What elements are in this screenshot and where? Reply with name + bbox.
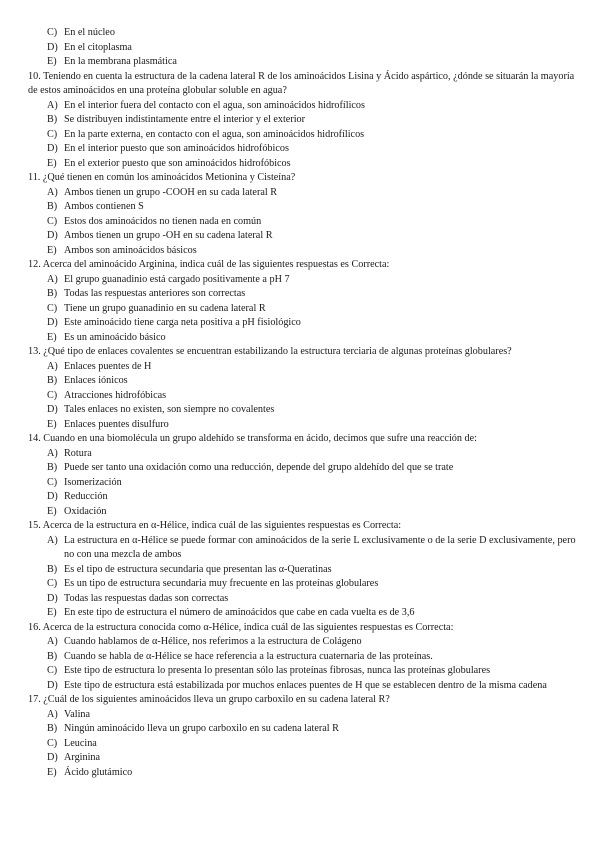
option-text: En el citoplasma (64, 41, 132, 53)
option-letter: B) (47, 650, 58, 662)
option-text: Ningún aminoácido lleva un grupo carboxilo en su cadena lateral R (64, 723, 339, 734)
option-text: Enlaces puentes disulfuro (64, 418, 169, 430)
answer-option (28, 592, 576, 607)
answer-option (28, 229, 576, 244)
question-block (28, 258, 576, 345)
answer-option (28, 505, 576, 520)
option-letter: A) (47, 447, 58, 459)
option-letter: C) (47, 476, 58, 488)
option-text: Cuando hablamos de α-Hélice, nos referimos a la estructura de Colágeno (64, 636, 362, 647)
question-list (28, 70, 576, 781)
option-text: Es un tipo de estructura secundaria muy frecuente en las proteínas globulares (64, 578, 379, 589)
answer-option (28, 200, 576, 215)
option-letter: C) (47, 215, 58, 227)
answer-option (28, 606, 576, 621)
option-text: Este tipo de estructura está estabilizada por muchos enlaces puentes de H que se establecen dentro de la misma cadena (64, 679, 547, 691)
option-text: El grupo guanadinio está cargado positivamente a pH 7 (64, 273, 290, 285)
option-letter: D) (47, 592, 58, 604)
option-text: Ambos tienen un grupo -COOH en su cada lateral R (64, 186, 278, 198)
option-text: Enlaces iónicos (64, 375, 128, 386)
answer-option (28, 635, 576, 650)
answer-option (28, 41, 576, 56)
option-letter: D) (47, 317, 58, 328)
question-block (28, 171, 576, 258)
option-text: En el núcleo (64, 27, 115, 38)
option-text: Atracciones hidrofóbicas (64, 389, 167, 401)
option-text: Ambos son aminoácidos básicos (64, 244, 197, 256)
option-text: Leucina (64, 737, 97, 749)
exam-page (28, 26, 576, 780)
answer-option (28, 447, 576, 462)
option-letter: D) (47, 752, 58, 763)
option-letter: C) (47, 665, 58, 676)
option-letter: B) (47, 563, 58, 575)
option-letter: A) (47, 636, 58, 647)
question-text: 14. Cuando en una biomolécula un grupo aldehído se transforma en ácido, decimos que sufre una reacción de: (28, 433, 477, 444)
option-text: Es un aminoácido básico (64, 331, 166, 343)
answer-option (28, 751, 576, 766)
option-text: Tales enlaces no existen, son siempre no covalentes (64, 404, 275, 415)
answer-option (28, 360, 576, 375)
option-letter: A) (47, 186, 58, 198)
answer-option (28, 766, 576, 781)
option-text: Todas las respuestas dadas son correctas (64, 592, 229, 604)
option-text: En el interior puesto que son aminoácidos hidrofóbicos (64, 143, 289, 154)
option-text: En el exterior puesto que son aminoácidos hidrofóbicos (64, 157, 291, 169)
option-letter: D) (47, 230, 58, 241)
option-text: En la membrana plasmática (64, 56, 177, 67)
option-letter: A) (47, 534, 58, 546)
option-text: En la parte externa, en contacto con el agua, son aminoácidos hidrofílicos (64, 128, 365, 140)
option-letter: A) (47, 99, 58, 111)
answer-option (28, 26, 576, 41)
option-text: Estos dos aminoácidos no tienen nada en común (64, 215, 262, 227)
answer-option (28, 302, 576, 317)
option-letter: E) (47, 607, 57, 618)
question-block (28, 432, 576, 519)
option-letter: A) (47, 708, 58, 720)
option-letter: C) (47, 27, 58, 38)
answer-option (28, 679, 576, 694)
option-text: Rotura (64, 447, 92, 459)
answer-option (28, 244, 576, 259)
option-letter: C) (47, 737, 58, 749)
answer-option (28, 128, 576, 143)
answer-option (28, 316, 576, 331)
option-text: Oxidación (64, 505, 107, 517)
question-block (28, 693, 576, 780)
question-text: 10. Teniendo en cuenta la estructura de la cadena lateral R de los aminoácidos Lisina y Ácido aspártico, ¿dónde se situarán la mayoría de estos aminoácidos en una proteína globular soluble en agua? (28, 70, 575, 96)
option-letter: E) (47, 766, 57, 778)
option-letter: D) (47, 41, 58, 53)
option-text: Es el tipo de estructura secundaria que presentan las α-Queratinas (64, 563, 332, 575)
answer-option (28, 374, 576, 389)
answer-option (28, 113, 576, 128)
option-text: Se distribuyen indistintamente entre el interior y el exterior (64, 114, 306, 125)
option-letter: C) (47, 389, 58, 401)
option-letter: A) (47, 273, 58, 285)
option-letter: B) (47, 201, 58, 212)
option-letter: E) (47, 505, 57, 517)
answer-option (28, 650, 576, 665)
answer-option (28, 287, 576, 302)
option-text: Enlaces puentes de H (64, 360, 152, 372)
option-text: Este aminoácido tiene carga neta positiva a pH fisiológico (64, 317, 301, 328)
answer-option (28, 461, 576, 476)
question-text: 11. ¿Qué tienen en común los aminoácidos Metionina y Cisteína? (28, 172, 296, 183)
option-text: Reducción (64, 491, 108, 502)
option-letter: C) (47, 578, 58, 589)
question-text: 17. ¿Cuál de los siguientes aminoácidos lleva un grupo carboxilo en su cadena lateral R? (28, 694, 390, 705)
answer-option (28, 403, 576, 418)
answer-option (28, 273, 576, 288)
question-text: 15. Acerca de la estructura en α-Hélice, indica cuál de las siguientes respuestas es Correcta: (28, 520, 402, 531)
option-text: Arginina (64, 752, 101, 763)
option-text: Cuando se habla de α-Hélice se hace referencia a la estructura cuaternaria de las proteínas. (64, 650, 433, 662)
answer-option (28, 142, 576, 157)
option-letter: D) (47, 679, 58, 691)
answer-option (28, 708, 576, 723)
option-letter: D) (47, 404, 58, 415)
option-letter: B) (47, 462, 58, 473)
option-text: Valina (64, 708, 91, 720)
answer-option (28, 55, 576, 70)
option-text: Ácido glutámico (64, 766, 133, 778)
answer-option (28, 737, 576, 752)
question-block (28, 621, 576, 694)
option-letter: B) (47, 288, 58, 299)
question-block (28, 519, 576, 621)
answer-option (28, 418, 576, 433)
answer-option (28, 490, 576, 505)
option-letter: E) (47, 418, 57, 430)
option-text: En este tipo de estructura el número de aminoácidos que cabe en cada vuelta es de 3,6 (64, 607, 415, 618)
option-letter: B) (47, 375, 58, 386)
answer-option (28, 99, 576, 114)
option-letter: D) (47, 143, 58, 154)
question-text: 13. ¿Qué tipo de enlaces covalentes se encuentran estabilizando la estructura terciaria de algunas proteínas globulares? (28, 346, 512, 357)
answer-option (28, 389, 576, 404)
option-text: Isomerización (64, 476, 122, 488)
option-letter: E) (47, 244, 57, 256)
answer-option (28, 563, 576, 578)
option-letter: D) (47, 491, 58, 502)
answer-option (28, 157, 576, 172)
answer-option (28, 215, 576, 230)
answer-option (28, 186, 576, 201)
option-text: La estructura en α-Hélice se puede formar con aminoácidos de la serie L exclusivamente o de la serie D exclusivamente, pero no con una mezcla de ambos (64, 534, 576, 560)
option-letter: E) (47, 56, 57, 67)
option-text: Este tipo de estructura lo presenta lo presentan sólo las proteínas fibrosas, nunca las proteínas globulares (64, 665, 491, 676)
answer-option (28, 722, 576, 737)
option-letter: B) (47, 114, 58, 125)
option-text: Ambos contienen S (64, 201, 144, 212)
answer-option (28, 331, 576, 346)
answer-option (28, 534, 576, 563)
answer-option (28, 664, 576, 679)
option-text: Ambos tienen un grupo -OH en su cadena lateral R (64, 230, 273, 241)
option-letter: C) (47, 128, 58, 140)
question-block (28, 345, 576, 432)
question-text: 12. Acerca del aminoácido Arginina, indica cuál de las siguientes respuestas es Correcta: (28, 259, 390, 270)
option-text: Todas las respuestas anteriores son correctas (64, 288, 246, 299)
answer-option (28, 577, 576, 592)
question-block (28, 70, 576, 172)
leading-options (28, 26, 576, 70)
answer-option (28, 476, 576, 491)
option-text: Tiene un grupo guanadinio en su cadena lateral R (64, 302, 266, 314)
option-letter: A) (47, 360, 58, 372)
question-text: 16. Acerca de la estructura conocida como α-Hélice, indica cuál de las siguientes respuestas es Correcta: (28, 621, 454, 633)
option-letter: C) (47, 302, 58, 314)
option-letter: E) (47, 331, 57, 343)
option-text: Puede ser tanto una oxidación como una reducción, depende del grupo aldehído del que se trate (64, 462, 454, 473)
option-letter: B) (47, 723, 58, 734)
option-letter: E) (47, 157, 57, 169)
option-text: En el interior fuera del contacto con el agua, son aminoácidos hidrofílicos (64, 99, 365, 111)
